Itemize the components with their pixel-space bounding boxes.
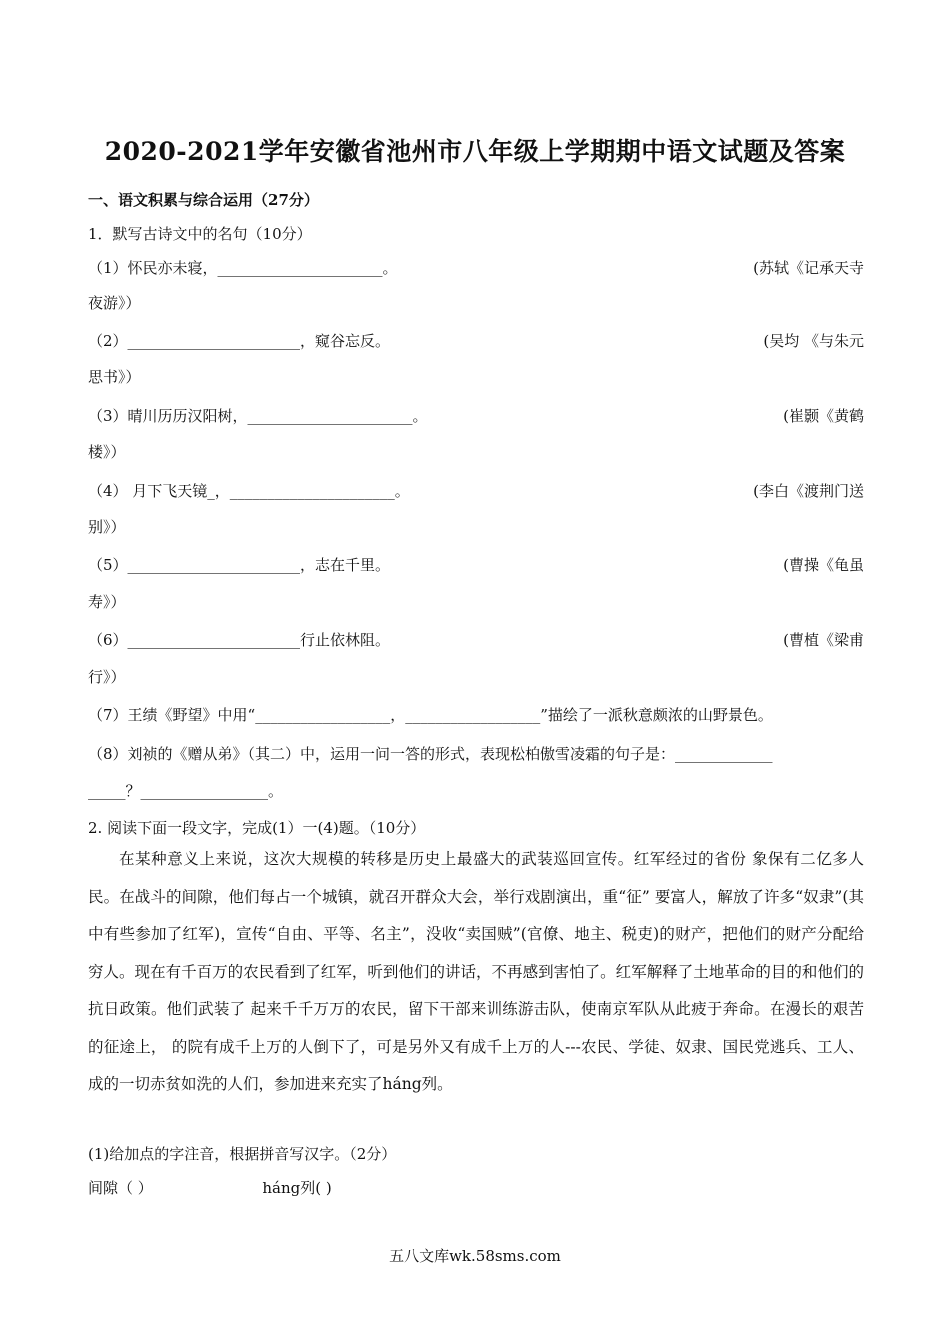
poem-item-source-cont: 思书》） — [88, 368, 141, 386]
question-1-stem: 1．默写古诗文中的名句（10分） — [88, 225, 312, 243]
poem-item-source: (吴均 《与朱元 — [763, 332, 864, 350]
poem-item-2 — [88, 331, 864, 351]
poem-item-source-cont: 行》） — [88, 668, 126, 686]
poem-item-text: （5）_______________________，志在千里。 — [88, 556, 391, 574]
poem-item-source-cont: 楼》） — [88, 443, 126, 461]
poem-item-source-cont: 寿》） — [88, 593, 126, 611]
poem-item-source: (崔颢《黄鹤 — [783, 407, 864, 425]
poem-item-source: (曹植《梁甫 — [783, 631, 864, 649]
poem-item-source: (苏轼《记承天寺 — [753, 259, 864, 277]
answer-blanks — [88, 1178, 864, 1198]
poem-item-1 — [88, 258, 864, 278]
section-heading: 一、语文积累与综合运用（27分） — [88, 191, 319, 209]
answer-blank-jianxi: 间隙（ ） — [88, 1179, 153, 1197]
poem-item-4 — [88, 481, 864, 501]
poem-item-source: (曹操《龟虽 — [783, 556, 864, 574]
poem-item-text: （6）_______________________行止依林阻。 — [88, 631, 391, 649]
question-2-stem: 2. 阅读下面一段文字，完成(1）一(4)题。（10分） — [88, 819, 426, 837]
poem-item-source-cont: 夜游》） — [88, 294, 141, 312]
poem-item-source: (李白《渡荆门送 — [753, 482, 864, 500]
poem-item-text: （4） 月下飞天镜_，______________________。 — [88, 482, 410, 500]
page-title: 2020-2021学年安徽省池州市八年级上学期期中语文试题及答案 — [104, 137, 846, 166]
footer-watermark: 五八文库wk.58sms.com — [389, 1247, 561, 1265]
poem-item-8: （8）刘祯的《赠从弟》（其二）中，运用一问一答的形式，表现松柏傲雪凌霜的句子是：_____________ — [88, 745, 773, 763]
poem-item-text: （3）晴川历历汉阳树，______________________。 — [88, 407, 428, 425]
poem-item-source-cont: 别》） — [88, 518, 126, 536]
poem-item-text: （1）怀民亦未寝，______________________。 — [88, 259, 398, 277]
answer-blank-hanglie: háng列( ) — [262, 1179, 332, 1197]
poem-item-6 — [88, 630, 864, 650]
poem-item-7: （7）王绩《野望》中用“__________________，__________________”描绘了一派秋意颇浓的山野景色。 — [88, 706, 773, 724]
poem-item-8-cont: _____？_________________。 — [88, 782, 284, 800]
poem-item-5 — [88, 555, 864, 575]
sub-question-1: (1)给加点的字注音，根据拼音写汉字。（2分） — [88, 1145, 397, 1163]
poem-item-text: （2）_______________________，窥谷忘反。 — [88, 332, 391, 350]
poem-item-3 — [88, 406, 864, 426]
reading-passage: 在某种意义上来说，这次大规模的转移是历史上最盛大的武装巡回宣传。红军经过的省份 象保有二亿多人民。在战斗的间隙，他们每占一个城镇，就召开群众大会，举行戏剧演出，重“征” 要富人，解放了许多“奴隶”(其中有些参加了红军)，宣传“自由、平等、名主”，没收“卖国贼”(官僚、地主、税吏)的财产，把他们的财产分配给穷人。现在有千百万的农民看到了红军，听到他们的讲话，不再感到害怕了。红军解释了土地革命的目的和他们的抗日政策。他们武装了 起来千千万万的农民，留下干部来训练游击队，使南京军队从此疲于奔命。在漫长的艰苦的征途上， 的院有成千上万的人倒下了，可是另外又有成千上万的人---农民、学徒、奴隶、国民党逃兵、工人、 成的一切赤贫如洗的人们，参加进来充实了háng列。 — [88, 850, 864, 1093]
